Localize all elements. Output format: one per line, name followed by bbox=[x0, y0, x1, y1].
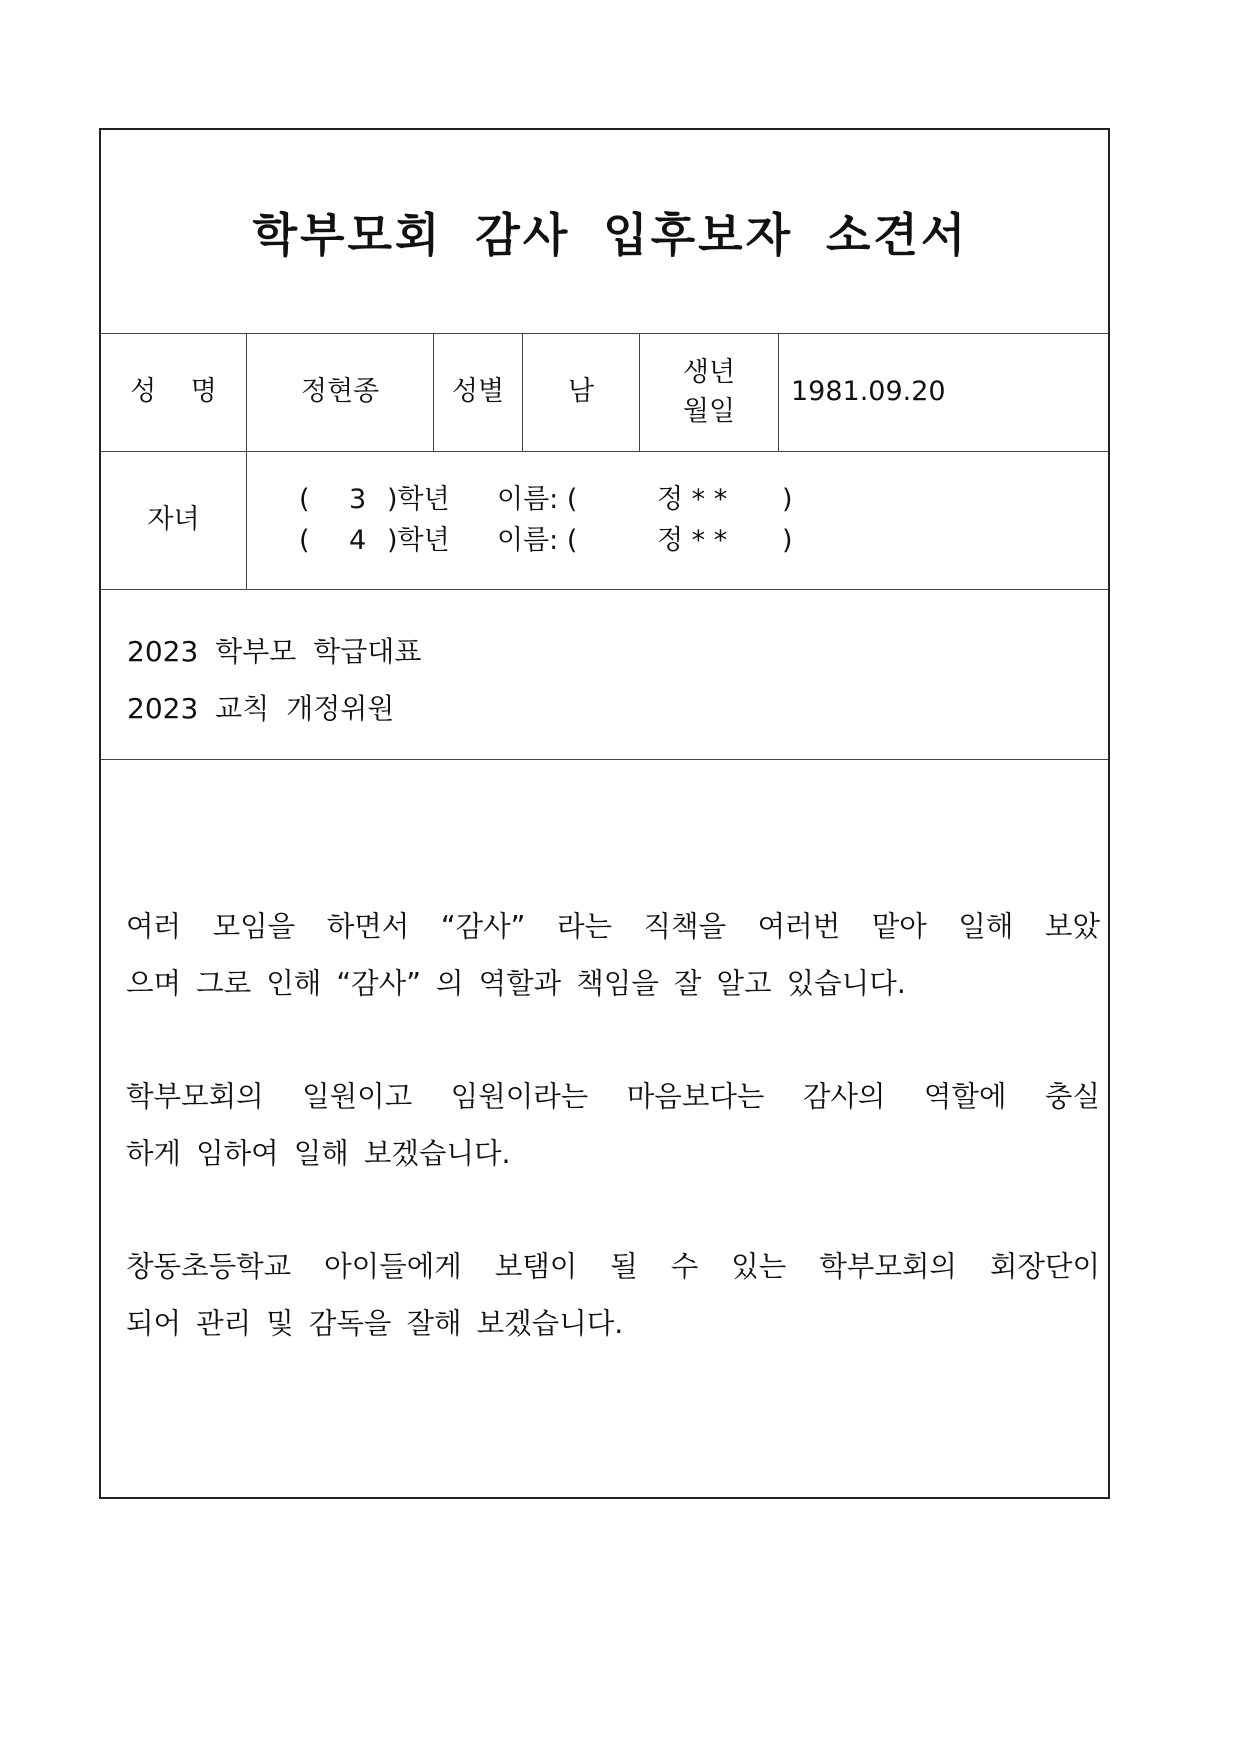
personal-info-row bbox=[101, 333, 1108, 452]
gender-value: 남 bbox=[567, 376, 595, 408]
gender-label: 성별 bbox=[451, 376, 505, 408]
children-label-cell bbox=[101, 451, 247, 589]
child-name: 정 * * bbox=[657, 484, 728, 515]
child-entry bbox=[299, 479, 793, 520]
statement-line: 학부모회의 일원이고 임원이라는 마음보다는 감사의 역할에 충실 bbox=[126, 1080, 1100, 1113]
child-name-label: 이름: ( bbox=[497, 525, 578, 556]
gender-label-cell bbox=[434, 333, 523, 451]
name-label: 성 명 bbox=[130, 376, 217, 408]
candidate-statement-form bbox=[99, 128, 1110, 1499]
child-entry bbox=[299, 520, 793, 561]
name-label-cell bbox=[101, 333, 247, 451]
child-grade-suffix: )학년 bbox=[387, 525, 450, 556]
birth-label-line1: 생년 bbox=[682, 356, 736, 388]
child-open-paren: ( bbox=[299, 525, 310, 556]
children-label: 자녀 bbox=[147, 504, 200, 536]
child-name: 정 * * bbox=[657, 525, 728, 556]
child-close-paren: ) bbox=[782, 484, 793, 515]
statement-line: 창동초등학교 아이들에게 보탬이 될 수 있는 학부모회의 회장단이 bbox=[126, 1250, 1100, 1283]
statement-paragraph bbox=[110, 1068, 1100, 1182]
title-row bbox=[101, 130, 1108, 334]
children-row bbox=[101, 451, 1108, 590]
statement-line: 으며 그로 인해 “감사” 의 역할과 책임을 잘 알고 있습니다. bbox=[126, 967, 906, 1000]
name-value: 정현종 bbox=[300, 376, 380, 408]
birth-value-cell bbox=[779, 333, 1108, 451]
role-item: 2023 교칙 개정위원 bbox=[127, 692, 395, 725]
birth-label-line2: 월일 bbox=[682, 396, 736, 427]
child-close-paren: ) bbox=[782, 525, 793, 556]
statement-paragraph bbox=[110, 1238, 1100, 1352]
roles-section bbox=[101, 589, 1108, 760]
child-grade-suffix: )학년 bbox=[387, 484, 450, 515]
children-list bbox=[247, 451, 793, 589]
statement-line: 되어 관리 및 감독을 잘해 보겠습니다. bbox=[126, 1307, 624, 1340]
child-name-label: 이름: ( bbox=[497, 484, 578, 515]
child-grade: 3 bbox=[349, 484, 367, 515]
statement-paragraph bbox=[110, 898, 1100, 1012]
statement-line: 하게 임하여 일해 보겠습니다. bbox=[126, 1137, 511, 1170]
statement-line: 여러 모임을 하면서 “감사” 라는 직책을 여러번 맡아 일해 보았 bbox=[126, 910, 1100, 943]
child-open-paren: ( bbox=[299, 484, 310, 515]
name-value-cell bbox=[247, 333, 434, 451]
birth-value: 1981.09.20 bbox=[791, 376, 946, 408]
birth-label-cell bbox=[640, 333, 779, 451]
role-item: 2023 학부모 학급대표 bbox=[127, 635, 422, 668]
document-title: 학부모회 감사 입후보자 소견서 bbox=[252, 207, 969, 262]
child-grade: 4 bbox=[349, 525, 367, 556]
statement-section bbox=[110, 898, 1100, 1408]
gender-value-cell bbox=[523, 333, 640, 451]
